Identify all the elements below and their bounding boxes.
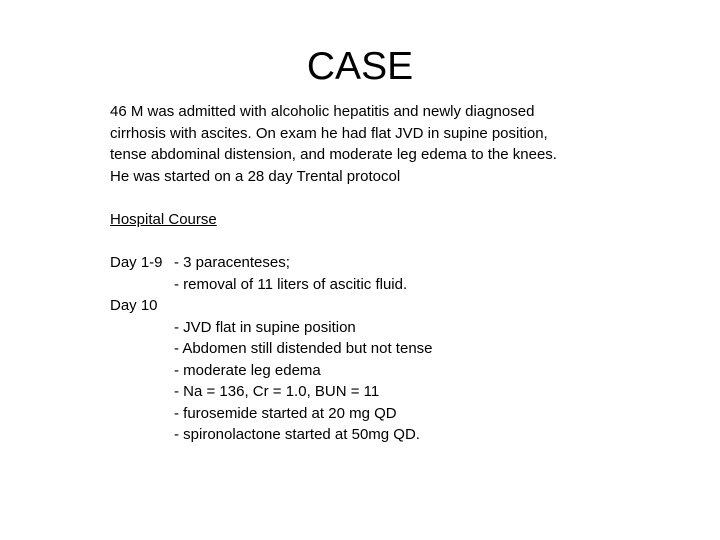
day-label: Day 1-9 xyxy=(110,254,163,271)
day-item: - JVD flat in supine position xyxy=(174,318,356,336)
slide-title: CASE xyxy=(306,45,414,88)
day-item: - spironolactone started at 50mg QD. xyxy=(174,426,420,443)
day-item: - Abdomen still distended but not tense xyxy=(174,340,433,357)
case-summary xyxy=(110,101,650,187)
case-summary-line: 46 M was admitted with alcoholic hepatitis and newly diagnosed xyxy=(110,103,535,120)
day-item: - moderate leg edema xyxy=(174,361,321,379)
day-item: - removal of 11 liters of ascitic fluid. xyxy=(174,275,408,293)
day-item: - 3 paracenteses; xyxy=(174,254,290,271)
day-item: - furosemide started at 20 mg QD xyxy=(174,404,397,422)
case-summary-line: cirrhosis with ascites. On exam he had flat JVD in supine position, xyxy=(110,124,548,142)
case-summary-line: He was started on a 28 day Trental protocol xyxy=(110,167,401,185)
case-summary-line: tense abdominal distension, and moderate leg edema to the knees. xyxy=(110,146,557,163)
day-label: Day 10 xyxy=(110,297,158,314)
hospital-course-heading: Hospital Course xyxy=(110,211,217,228)
day-item: - Na = 136, Cr = 1.0, BUN = 11 xyxy=(174,383,380,400)
